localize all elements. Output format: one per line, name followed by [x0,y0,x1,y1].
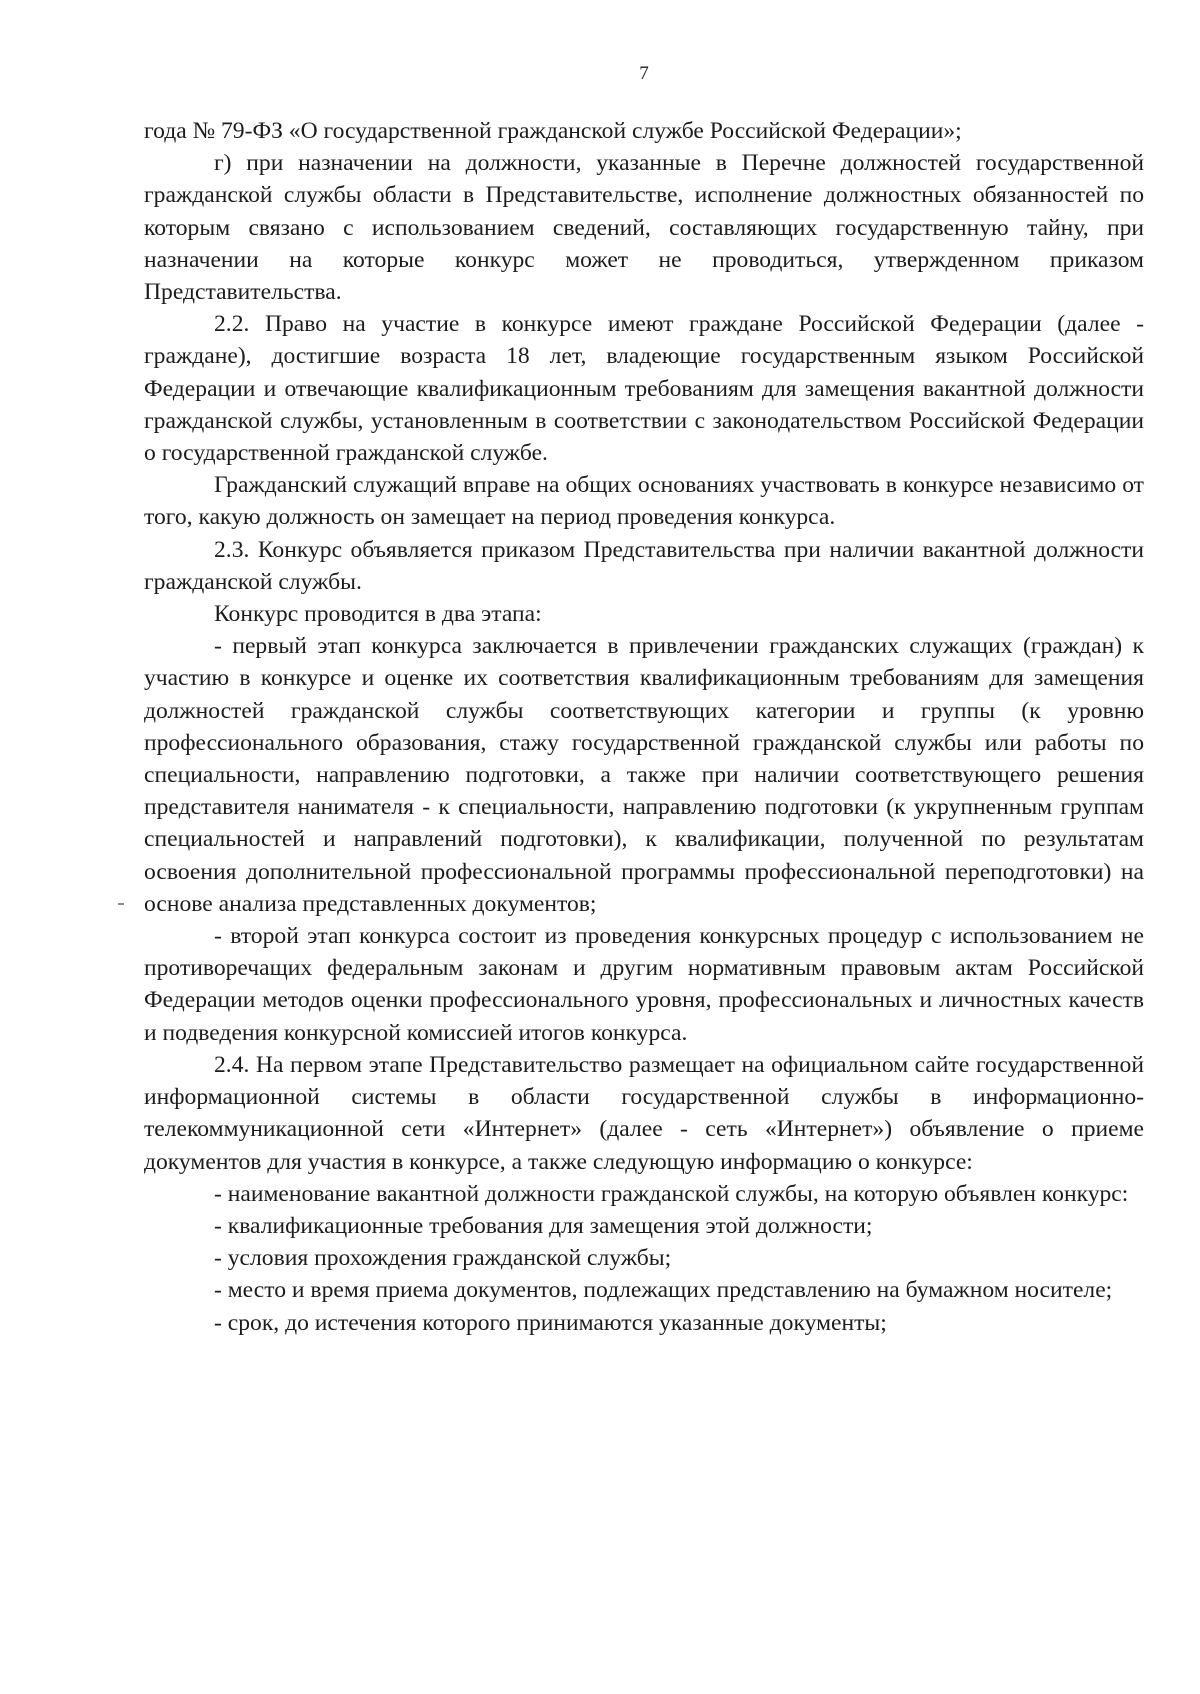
page-number: 7 [639,63,649,84]
paragraph: года № 79-ФЗ «О государственной гражданской службе Российской Федерации»; [144,118,962,144]
scan-artifact [118,903,124,905]
document-body [144,115,1144,1339]
paragraph: г) при назначении на должности, указанные в Перечне должностей государственной гражданской службы области в Представительстве, исполнение должностных обязанностей по которым связано с использованием сведений, составляющих государственную тайну, при назначении на которые конкурс может не проводиться, утвержденном приказом Представительства. [144,150,1144,306]
paragraph: - место и время приема документов, подлежащих представлению на бумажном носителе; [214,1277,1113,1304]
paragraph: 2.2. Право на участие в конкурсе имеют граждане Российской Федерации (далее - граждане), достигшие возраста 18 лет, владеющие государственным языком Российской Федерации и отвечающие квалификационным требованиям для замещения вакантной должности гражданской службы, установленным в соответствии с законодательством Российской Федерации о государственной гражданской службе. [144,311,1144,467]
paragraph: 2.4. На первом этапе Представительство размещает на официальном сайте государственной информационной системы в области государственной службы в информационно-телекоммуникационной сети «Интернет» (далее - сеть «Интернет») объявление о приеме документов для участия в конкурсе, а также следующую информацию о конкурсе: [144,1051,1144,1175]
paragraph: Конкурс проводится в два этапа: [214,601,542,628]
paragraph: - срок, до истечения которого принимаются указанные документы; [214,1309,887,1336]
paragraph: - квалификационные требования для замещения этой должности; [214,1212,873,1239]
paragraph: - условия прохождения гражданской службы; [214,1245,672,1272]
paragraph: Гражданский служащий вправе на общих основаниях участвовать в конкурсе независимо от того, какую должность он замещает на период проведения конкурса. [144,472,1144,531]
paragraph: 2.3. Конкурс объявляется приказом Представительства при наличии вакантной должности гражданской службы. [144,536,1144,595]
paragraph: - наименование вакантной должности гражданской службы, на которую объявлен конкурс: [214,1180,1129,1207]
paragraph: - второй этап конкурса состоит из проведения конкурсных процедур с использованием не противоречащих федеральным законам и другим нормативным правовым актам Российской Федерации методов оценки профессионального уровня, профессиональных и личностных качеств и подведения конкурсной комиссией итогов конкурса. [144,923,1144,1046]
paragraph: - первый этап конкурса заключается в привлечении гражданских служащих (граждан) к участию в конкурсе и оценке их соответствия квалификационным требованиям для замещения должностей гражданской службы соответствующих категории и группы (к уровню профессионального образования, стажу государственной гражданской службы или работы по специальности, направлению подготовки, а также при наличии соответствующего решения представителя нанимателя - к специальности, направлению подготовки (к укрупненным группам специальностей и направлений подготовки), к квалификации, полученной по результатам освоения дополнительной профессиональной программы профессиональной переподготовки) на основе анализа представленных документов; [144,633,1144,917]
